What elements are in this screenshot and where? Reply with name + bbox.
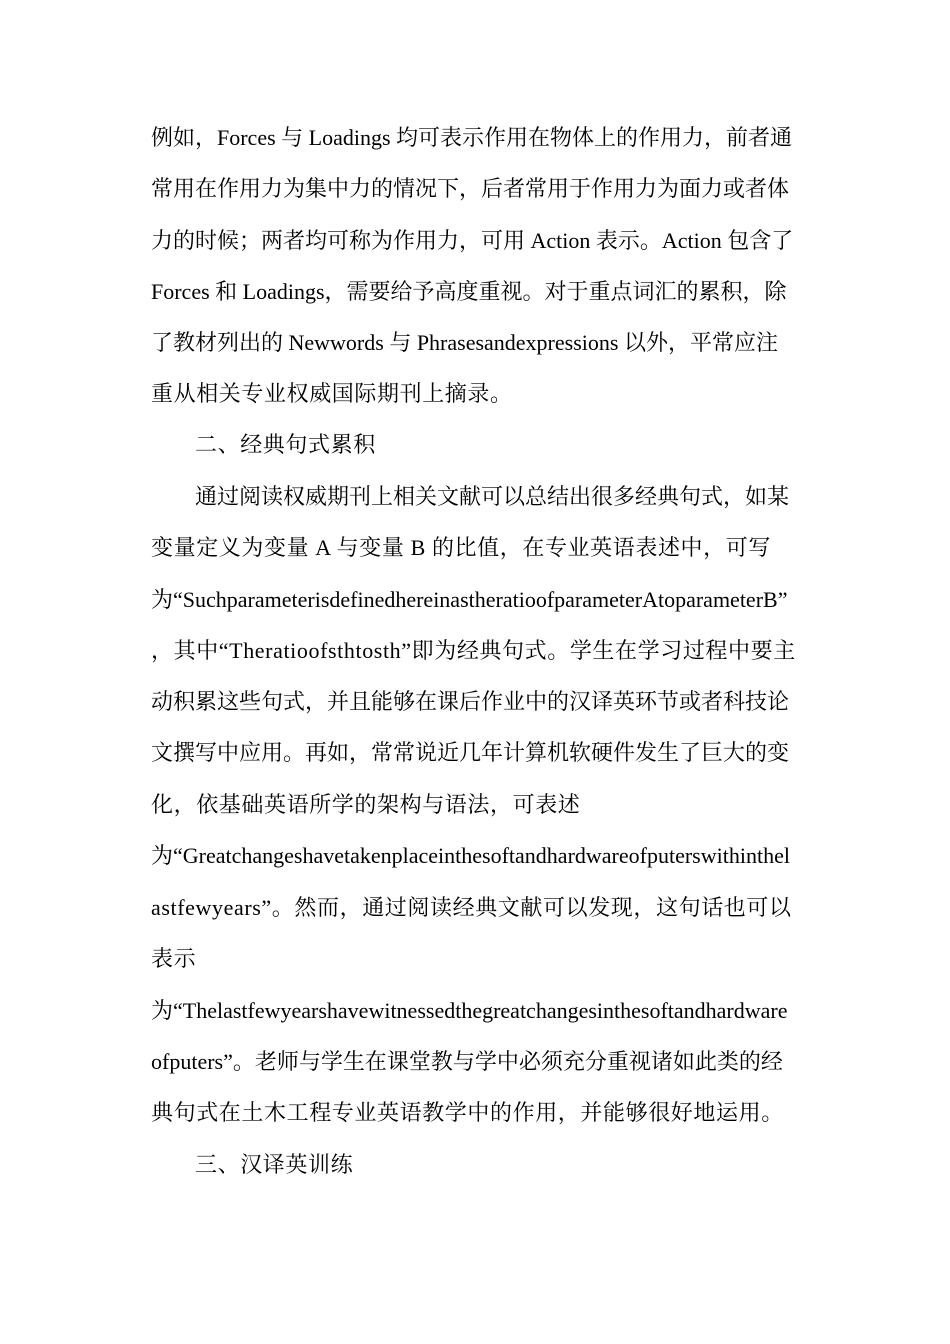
text-line: 变量定义为变量 A 与变量 B 的比值，在专业英语表述中，可写 bbox=[151, 535, 771, 560]
text-line: 了教材列出的 Newwords 与 Phrasesandexpressions 以外，平常应注 bbox=[151, 330, 778, 355]
text-line: 通过阅读权威期刊上相关文献可以总结出很多经典句式，如某 bbox=[195, 484, 790, 509]
text-line: 常用在作用力为集中力的情况下，后者常用于作用力为面力或者体 bbox=[151, 176, 790, 201]
text-line: 动积累这些句式，并且能够在课后作业中的汉译英环节或者科技论 bbox=[151, 689, 790, 714]
text-line: 力的时候；两者均可称为作用力，可用 Action 表示。Action 包含了 bbox=[151, 228, 794, 253]
text-line: 为“Thelastfewyearshavewitnessedthegreatchangesinthesoftandhardware bbox=[151, 998, 788, 1023]
text-line: astfewyears”。然而，通过阅读经典文献可以发现，这句话也可以 bbox=[151, 895, 792, 920]
text-line: 为“Greatchangeshavetakenplaceinthesoftandhardwareofputerswithinthel bbox=[151, 843, 790, 868]
text-line: 为“SuchparameterisdefinedhereinastheratioofparameterAtoparameterB” bbox=[151, 587, 788, 612]
text-line: 重从相关专业权威国际期刊上摘录。 bbox=[151, 381, 513, 406]
section-heading: 三、汉译英训练 bbox=[195, 1152, 354, 1177]
text-line: 化，依基础英语所学的架构与语法，可表述 bbox=[151, 792, 581, 817]
section-heading: 二、经典句式累积 bbox=[195, 432, 376, 457]
text-line: Forces 和 Loadings，需要给予高度重视。对于重点词汇的累积，除 bbox=[151, 279, 787, 304]
text-line: 表示 bbox=[151, 946, 197, 971]
text-line: ofputers”。老师与学生在课堂教与学中必须充分重视诸如此类的经 bbox=[151, 1049, 783, 1074]
text-line: ，其中“Theratioofsthtosth”即为经典句式。学生在学习过程中要主 bbox=[151, 638, 796, 663]
text-line: 典句式在土木工程专业英语教学中的作用，并能够很好地运用。 bbox=[151, 1100, 784, 1125]
text-line: 例如，Forces 与 Loadings 均可表示作用在物体上的作用力，前者通 bbox=[151, 125, 793, 150]
text-line: 文撰写中应用。再如，常常说近几年计算机软硬件发生了巨大的变 bbox=[151, 740, 790, 765]
